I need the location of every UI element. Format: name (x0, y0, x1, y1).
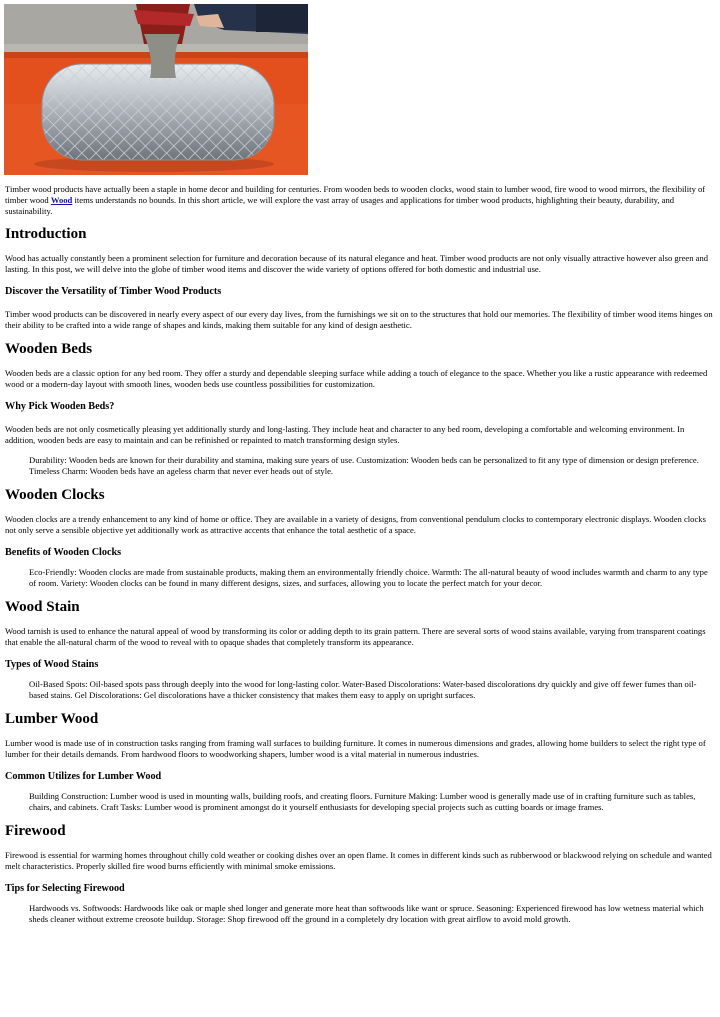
wooden-clocks-paragraph: Wooden clocks are a trendy enhancement to any kind of home or office. They are available in a variety of designs, from conventional pendulum clocks to contemporary electronic displays. Wooden clocks not only serve a sensible objective yet additionally work as attractive accents that enhance the total aesthetic of a space. (5, 514, 706, 535)
heading-introduction: Introduction (5, 226, 87, 242)
intro-paragraph: Timber wood products have actually been a staple in home decor and building for centuries. From wooden beds to wooden clocks, wood stain to lumber wood, fire wood to wood mirrors, the flexibility of timber wood Wood items understands no bounds. In this short article, we will explore the vast array of usages and applications for timber wood products, highlighting their beauty, durability, and sustainability. (5, 184, 706, 216)
versatility-paragraph: Timber wood products can be discovered in nearly every aspect of our every day lives, from the furnishings we sit on to the structures that hold our memories. The flexibility of timber wood items hinges on their ability to be crafted into a wide range of shapes and kinds, making them suitable for any kind of design aesthetic. (5, 309, 713, 330)
heading-wooden-clocks: Wooden Clocks (5, 487, 105, 503)
heading-wood-stain: Wood Stain (5, 599, 80, 615)
firewood-paragraph: Firewood is essential for warming homes throughout chilly cold weather or cooking dishes over an open flame. It comes in different kinds such as rubberwood or blackwood relying on schedule and wanted melt characteristics. Properly skilled fire wood burns efficiently with minimal smoke emissions. (5, 850, 712, 871)
why-wooden-beds-paragraph: Wooden beds are not only cosmetically pleasing yet additionally sturdy and long-lasting. They include heat and character to any bed room, developing a comfortable and welcoming environment. In addition, wooden beds are easy to maintain and can be refinished or repainted to match transforming design styles. (5, 424, 685, 445)
heading-types-stains: Types of Wood Stains (5, 659, 99, 670)
article-content (5, 184, 716, 925)
heading-wooden-beds: Wooden Beds (5, 341, 93, 357)
heading-common-uses: Common Utilizes for Lumber Wood (5, 771, 162, 782)
heading-firewood: Firewood (5, 823, 66, 839)
heading-lumber-wood: Lumber Wood (5, 711, 99, 727)
introduction-paragraph: Wood has actually constantly been a prominent selection for furniture and decoration because of its natural elegance and heat. Timber wood products are not only visually attractive however also green and lasting. In this post, we will delve into the globe of timber wood items and discover the wide variety of options offered for both domestic and industrial use. (5, 253, 709, 274)
heading-why-wooden-beds: Why Pick Wooden Beds? (5, 401, 115, 412)
wood-link[interactable]: Wood (50, 195, 73, 205)
lumber-wood-paragraph: Lumber wood is made use of in construction tasks ranging from framing wall surfaces to building furniture. It comes in numerous dimensions and grades, allowing home builders to select the right type of lumber for their details demands. From hardwood floors to woodworking shapers, lumber wood is a vital material in numerous industries. (5, 738, 706, 759)
wood-stain-paragraph: Wood tarnish is used to enhance the natural appeal of wood by transforming its color or adding depth to its grain pattern. There are several sorts of wood stains available, varying from transparent coatings that enable the all-natural charm of the wood to reveal with to opaque shades that completely transform its appearance. (5, 626, 706, 647)
heading-tips-firewood: Tips for Selecting Firewood (5, 883, 125, 894)
wooden-beds-quote: Durability: Wooden beds are known for their durability and stamina, making sure years of use. Customization: Wooden beds can be personalized to fit any type of dimension or design preference. Timeless Charm: Wooden beds have an ageless charm that never ever heads out of style. (29, 455, 699, 476)
lumber-wood-quote: Building Construction: Lumber wood is used in mounting walls, building roofs, and creating floors. Furniture Making: Lumber wood is generally made use of in crafting furniture such as tables, chairs, and cabinets. Craft Tasks: Lumber wood is prominent amongst do it yourself enthusiasts for developing special projects such as cutting boards or image frames. (29, 791, 696, 812)
wooden-beds-paragraph: Wooden beds are a classic option for any bed room. They offer a sturdy and dependable sleeping surface while adding a touch of elegance to the space. Whether you like a rustic appearance with redeemed wood or a modern-day layout with smooth lines, wooden beds use countless possibilities for customization. (5, 368, 708, 389)
heading-benefits-clocks: Benefits of Wooden Clocks (5, 547, 122, 558)
firewood-quote: Hardwoods vs. Softwoods: Hardwoods like oak or maple shed longer and generate more heat than softwoods like want or spruce. Seasoning: Experienced firewood has low wetness material which sheds cleaner without extreme creosote buildup. Storage: Shop firewood off the ground in a completely dry location with great airflow to avoid mold growth. (29, 903, 704, 924)
heading-versatility: Discover the Versatility of Timber Wood Products (5, 286, 222, 297)
article-photo (4, 4, 308, 175)
wooden-clocks-quote: Eco-Friendly: Wooden clocks are made from sustainable products, making them an environmentally friendly choice. Warmth: The all-natural beauty of wood includes warmth and charm to any type of room. Variety: Wooden clocks can be found in many different designs, sizes, and surfaces, allowing you to locate the perfect match for your decor. (29, 567, 708, 588)
wood-stain-quote: Oil-Based Spots: Oil-based spots pass through deeply into the wood for long-lasting color. Water-Based Discolorations: Water-based discolorations dry quickly and give off fewer fumes than oil-based stains. Gel Discolorations: Gel discolorations have a thicker consistency that makes them easy to apply on upright surfaces. (29, 679, 697, 700)
